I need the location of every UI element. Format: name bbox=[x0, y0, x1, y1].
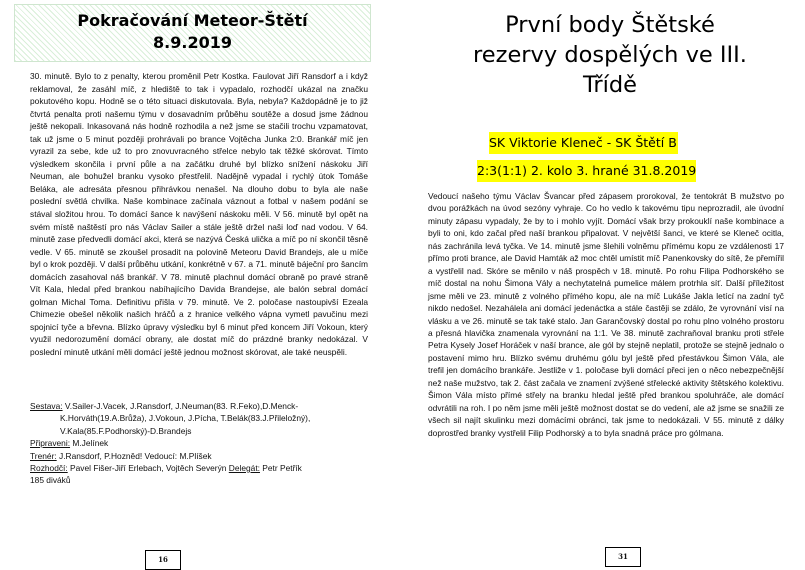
left-title-line2: 8.9.2019 bbox=[153, 33, 232, 52]
right-article-body bbox=[428, 190, 784, 439]
delegat-label: Delegát: bbox=[228, 463, 260, 474]
lineup-row-sestava-2: K.Horváth(19.A.Brůža), J.Vokoun, J.Pícha, T.Belák(83.J.Přileložný), bbox=[60, 413, 311, 424]
lineup-row-sestava-3: V.Kala(85.F.Podhorský)-D.Brandejs bbox=[60, 425, 192, 436]
delegat-text: Petr Petřík bbox=[259, 463, 302, 474]
right-title-line1: První body Štětské bbox=[505, 12, 715, 38]
sestava-label: Sestava: bbox=[30, 401, 63, 411]
left-article-body bbox=[30, 70, 368, 359]
right-page bbox=[405, 0, 805, 570]
trener-text: J.Ransdorf, P.Hozněd! Vedoucí: M.Plíšek bbox=[56, 450, 212, 461]
left-article-text: 30. minutě. Bylo to z penalty, kterou proměnil Petr Kostka. Faulovat Jiří Ransdorf a i když reklamoval, že zasáhl míč, z hlediště to tak i vypadalo, rozhodčí ukázal na značku pokutového kopu. Hodně se o této situaci diskutovala. Byla, nebyla? Každopádně je to již čtvrtá penalta proti našemu týmu v dosavadním průběhu soutěže a dosud jsme žádnou ještě nekopali. Inkasovaná nás hodně rozhodila a než jsme se stačili trochu vzpamatovat, tak už jsme o 5 minut později prohrávali po brance Vojtěcha Junka 2:0. Brankář míč jen vyrazil za sebe, kde už to pro znovuvracného střelce nebylo tak těžké skórovat. Tímto výsledkem skončila i první půle a na začátku druhé byl blízko snížení náskoku Jiří Neuman, ale bohužel branku vysoko přestřelil. Nadějně vypadal i rychlý útok Tomáše Beláka, ale adresáta přesnou přihrávkou nenašel. Na dlouho dobu to byla ale naše poslední světlá chvilka. Naše kombinace začínala váznout a fotbal v našem podání se stával složitou hrou. To domácí šance k navýšení náskoku měli. V 56. minutě byl opět na svém místě naštěstí pro nás Václav Sailer a stále ještě držel naši loď nad vodou. V 64. minutě zase předvedli domácí akci, která se nazývá Česká ulička a míč po ní skončil těsně vedle. V 65. minutě se zkoušel prosadit na polovině Meteoru David Brandejs, ale u míče byl o krok později. V další průběhu utkání, konkrétně v 67. a 71. minutě báječní pro šancím domácích zasahoval náš brankář. V 78. minutě plachnul domácí obraně po pravé straně Vít Kala, hledal před brankou nabíhajícího Davida Brandejse, ale balón sebral domácí golman Michal Toma. Definitivu přišla v 79. minutě. Ve 2. poločase nastoupivší Ezeala Chimezie obešel několik našich hráčů a z hranice velkého vápna vymetl pavučinu mezi spojnicí tyče a břevna. Blízko úpravy výsledku byl 6 minut před koncem Jiří Vokoun, který využil nedorozumění domácí obrany, ale dostat míč do prázdné branky nedokázal. V poslední minutě utkání měli domácí ještě jednou možnost skórovat, ale také neuspěli. bbox=[30, 71, 368, 358]
lineup-block bbox=[30, 400, 370, 487]
left-page bbox=[0, 0, 400, 570]
right-title-line3: Třídě bbox=[582, 72, 638, 98]
rozhodci-label: Rozhodčí: bbox=[30, 463, 68, 474]
match-teams: SK Viktorie Kleneč - SK Štětí B bbox=[489, 132, 678, 154]
sestava-text: V.Sailer-J.Vacek, J.Ransdorf, J.Neuman(83. R.Feko),D.Menck- bbox=[64, 401, 299, 411]
left-page-number: 16 bbox=[145, 550, 181, 570]
match-header bbox=[435, 132, 775, 182]
right-article-text: Vedoucí našeho týmu Václav Švancar před zápasem prorokoval, že tentokrát B mužstvo po dvou porážkách na úvod sezóny vyhraje. Co ho vedlo k takovému tipu neprozradil, ale úvodní minuty zápasu vypadaly, že by to i mohlo vyjít. Domácí však brzy prokouklí naše kombinace a byli to oni, kdo začal před naší brankou připalovat. V největší šanci, ve které se Kleneč ocitla, nás zachránila levá tyčka. Ve 14. minutě jsme šlehili volněmu přímému kopu ze vzdálenosti 17 přímo proti brance, ale David Hamták až moc chtěl umístit míč Panenkovsky do sítě, že přemířil a vystřelil nad. Skóre se měnilo v náš prospěch v 18. minutě. Po rohu Filipa Podhorského se míč dostal na nohu Šimona Vály a nechytatelná pumelice málem protrhla síť. Další příležitost jsme měli ve 23. minutě z volného přímého kopu, ale na míč Lukáše Jakla letící na zadní tyč nikdo nedošel. Nezahálela ani domácí jedenáctka a stále častěji se zdálo, že vyrovnání visí na vlásku a ve 26. minutě se tak také stalo. Jan Garančovský dostal po rohu plno volného prostoru a přesná hlavička znamenala vyrovnání na 1:1. Ve 38. minutě zachraňoval branku proti střele Petra Kysely Josef Horáček v naší brance, ale gól by stejně neplatil, protože se stejně jednalo o postavení mimo hru. Blízko svému druhému gólu byl ještě před přestávkou Šimon Vála, ale trefil jen domácího brankáře. Jestliže v 1. poločase byli domácí přeci jen o něco nebezpečnější než naše mužstvo, tak 2. část začala ve znamení zvýšené střelecké aktivity štětského kolektivu. Šimon Vála místo přímé střely na branku hledal ještě před brankou spoluhráče, ale domácí odvrátili na roh. I po něm jsme měli ještě možnost dostat se do vedení, ale až jsme se snažili ze všech sil najít skulinku mezi domácími obránci, tak jsme to nedokázali. V 55. minutě z dálky doprostřed branky vystřelil Filip Podhorský a to byla snadná práce pro gólmana. bbox=[428, 191, 784, 438]
lineup-row-divaci: 185 diváků bbox=[30, 475, 71, 486]
lineup-row-rozhodci bbox=[30, 462, 370, 474]
trener-label: Trenér: bbox=[30, 450, 57, 461]
lineup-row-trener bbox=[30, 450, 370, 462]
match-score-date: 2:3(1:1) 2. kolo 3. hrané 31.8.2019 bbox=[477, 160, 696, 182]
left-title-line1: Pokračování Meteor-Štětí bbox=[77, 11, 308, 30]
right-title-line2: rezervy dospělých ve III. bbox=[473, 42, 747, 68]
pripraveni-text: M.Jelínek bbox=[70, 438, 109, 449]
right-page-number: 31 bbox=[605, 547, 641, 567]
lineup-row-sestava bbox=[30, 400, 370, 412]
rozhodci-text: Pavel Fišer-Jiří Erlebach, Vojtěch Severýn bbox=[67, 463, 229, 474]
pripraveni-label: Připraveni: bbox=[30, 438, 71, 449]
left-title-box bbox=[14, 4, 371, 62]
right-title bbox=[445, 10, 775, 100]
lineup-row-pripraveni bbox=[30, 437, 370, 449]
